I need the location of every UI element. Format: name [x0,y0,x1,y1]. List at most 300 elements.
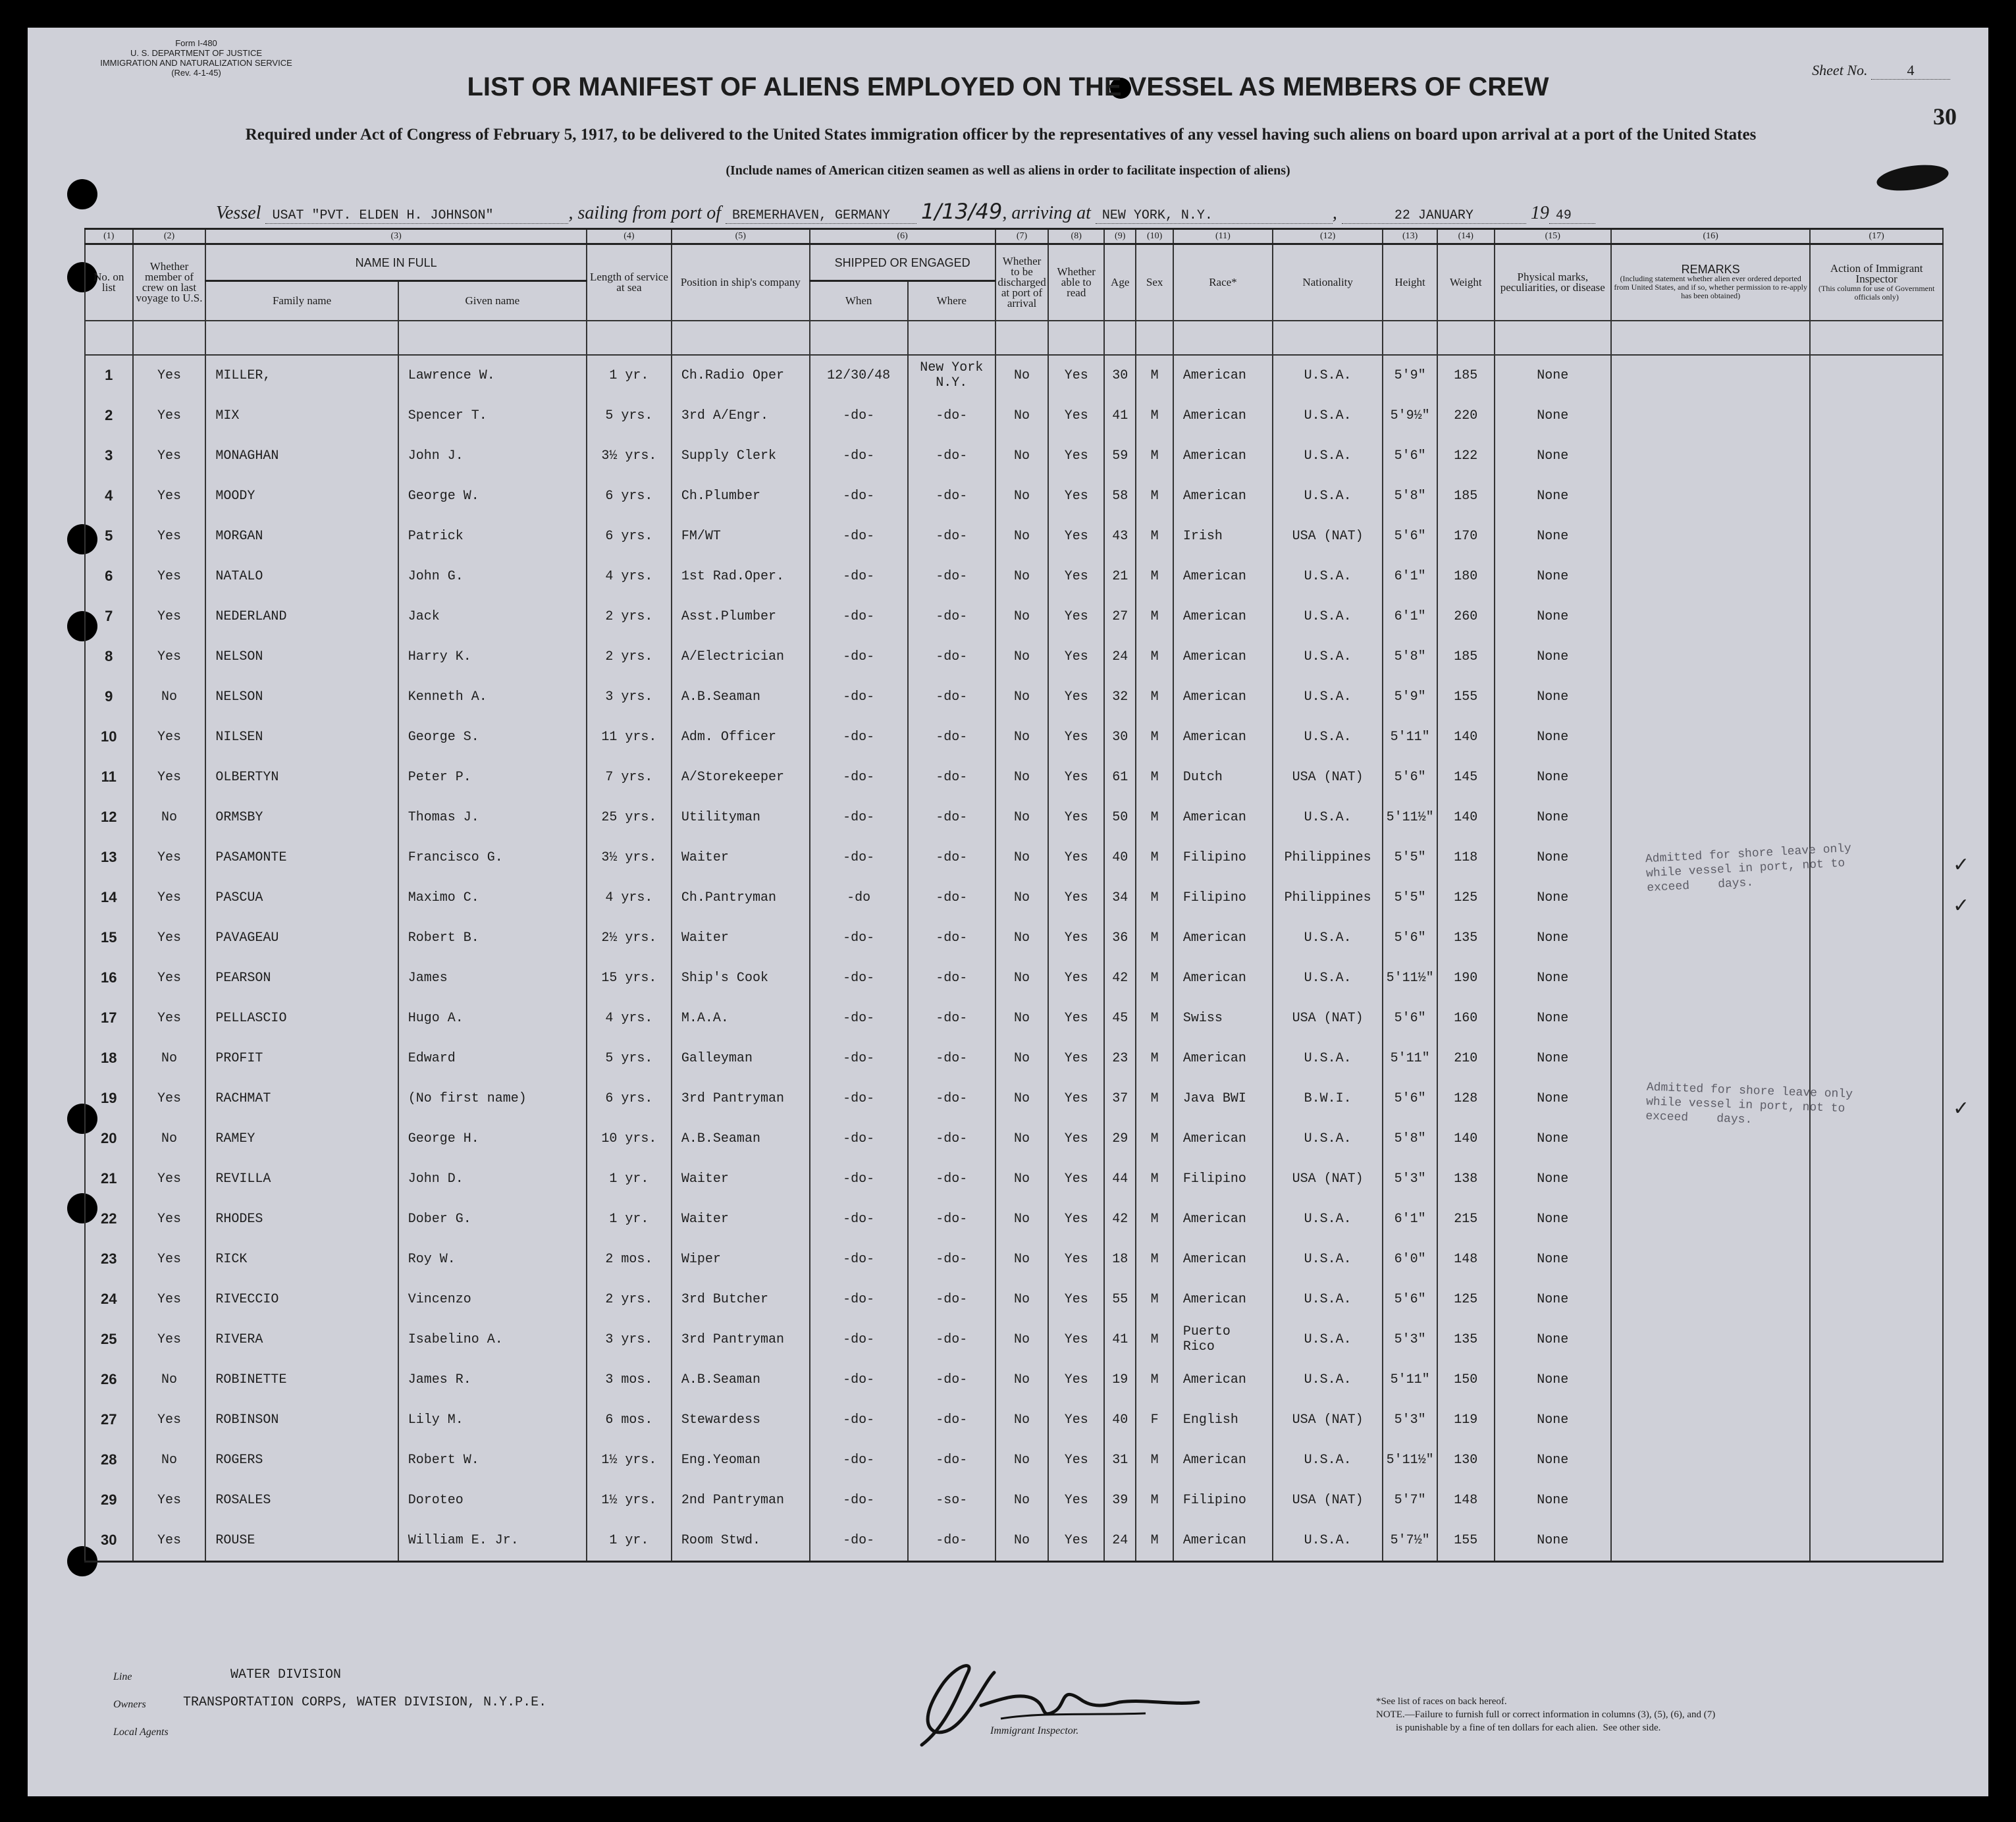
list-number: 16 [85,958,133,998]
able-to-read-cell: Yes [1048,516,1104,556]
remarks-cell [1611,396,1810,436]
table-row [85,797,1943,838]
last-voyage-cell: Yes [133,1320,206,1360]
height-cell: 5'8" [1383,1119,1437,1159]
nationality-cell: USA (NAT) [1273,516,1383,556]
departure-port: BREMERHAVEN, GERMANY [726,208,916,224]
inspector-action-cell [1810,1400,1943,1440]
sex-cell: M [1136,1079,1173,1119]
physical-marks-cell: None [1495,597,1611,637]
remarks-cell [1611,717,1810,757]
shipped-where-cell: -do- [908,1279,995,1320]
able-to-read-cell: Yes [1048,1159,1104,1199]
shipped-when-cell: -do- [810,918,908,958]
list-number: 14 [85,878,133,918]
race-cell: Irish [1173,516,1273,556]
family-name-cell: ROBINSON [205,1400,398,1440]
inspector-action-cell [1810,1480,1943,1520]
list-number: 29 [85,1480,133,1520]
physical-marks-cell: None [1495,1520,1611,1562]
able-to-read-cell: Yes [1048,998,1104,1038]
height-cell: 5'8" [1383,476,1437,516]
shipped-when-cell: -do- [810,1119,908,1159]
inspector-action-cell [1810,717,1943,757]
shipped-where-cell: -do- [908,637,995,677]
race-cell: American [1173,436,1273,476]
page-subtitle: Required under Act of Congress of February 5, 1917, to be delivered to the United States immigration officer by the representatives of any vessel having such aliens on board upon arrival at a port of the United States [245,126,1757,144]
last-voyage-cell: Yes [133,958,206,998]
height-cell: 5'6" [1383,998,1437,1038]
remarks-cell [1611,556,1810,597]
physical-marks-cell: None [1495,677,1611,717]
age-cell: 41 [1104,1320,1136,1360]
header-position: Position in ship's company [672,244,810,321]
height-cell: 5'11" [1383,1038,1437,1079]
list-number: 8 [85,637,133,677]
line-value: WATER DIVISION [230,1667,342,1682]
col-num: (5) [672,229,810,244]
nationality-cell: U.S.A. [1273,396,1383,436]
height-cell: 5'11" [1383,717,1437,757]
instruction-note: (Include names of American citizen seamen as well as aliens in order to facilitate inspection of aliens) [726,163,1290,178]
sex-cell: M [1136,1239,1173,1279]
nationality-cell: USA (NAT) [1273,998,1383,1038]
discharged-cell: No [995,396,1049,436]
weight-cell: 128 [1437,1079,1495,1119]
physical-marks-cell: None [1495,1440,1611,1480]
local-agents-label: Local Agents [113,1727,169,1738]
header-length-service: Length of service at sea [587,244,672,321]
remarks-cell [1611,476,1810,516]
given-name-cell: George S. [398,717,587,757]
position-cell: Stewardess [672,1400,810,1440]
inspector-action-cell [1810,677,1943,717]
able-to-read-cell: Yes [1048,878,1104,918]
shipped-where-cell: -do- [908,436,995,476]
list-number: 1 [85,355,133,396]
table-row [85,637,1943,677]
inspector-action-cell [1810,476,1943,516]
given-name-cell: Patrick [398,516,587,556]
sex-cell: M [1136,637,1173,677]
sex-cell: M [1136,797,1173,838]
race-cell: American [1173,1038,1273,1079]
race-cell: Filipino [1173,1159,1273,1199]
shipped-where-cell: -do- [908,1159,995,1199]
height-cell: 6'0" [1383,1239,1437,1279]
discharged-cell: No [995,797,1049,838]
service: IMMIGRATION AND NATURALIZATION SERVICE [100,58,292,68]
age-cell: 27 [1104,597,1136,637]
list-number: 26 [85,1360,133,1400]
remarks-cell [1611,1400,1810,1440]
list-number: 22 [85,1199,133,1239]
given-name-cell: Hugo A. [398,998,587,1038]
family-name-cell: PELLASCIO [205,998,398,1038]
header-where: Where [908,281,995,321]
last-voyage-cell: Yes [133,1079,206,1119]
age-cell: 34 [1104,878,1136,918]
age-cell: 50 [1104,797,1136,838]
weight-cell: 145 [1437,757,1495,797]
crew-rows [85,321,1943,1562]
able-to-read-cell: Yes [1048,677,1104,717]
inspector-action-cell [1810,1320,1943,1360]
sex-cell: M [1136,396,1173,436]
able-to-read-cell: Yes [1048,597,1104,637]
crew-manifest-table [84,228,1944,1563]
given-name-cell: William E. Jr. [398,1520,587,1562]
weight-cell: 190 [1437,958,1495,998]
table-row [85,1400,1943,1440]
age-cell: 45 [1104,998,1136,1038]
form-number: Form I-480 [175,38,217,48]
service-length-cell: 6 yrs. [587,516,672,556]
weight-cell: 130 [1437,1440,1495,1480]
height-cell: 5'3" [1383,1159,1437,1199]
table-row [85,1159,1943,1199]
sex-cell: M [1136,918,1173,958]
col-num: (7) [995,229,1049,244]
race-cell: Swiss [1173,998,1273,1038]
given-name-cell: Doroteo [398,1480,587,1520]
shipped-when-cell: -do- [810,436,908,476]
shipped-when-cell: -do- [810,1038,908,1079]
shipped-where-cell: -do- [908,1400,995,1440]
able-to-read-cell: Yes [1048,637,1104,677]
service-length-cell: 4 yrs. [587,556,672,597]
inspector-action-cell [1810,797,1943,838]
position-cell: Ch.Pantryman [672,878,810,918]
age-cell: 55 [1104,1279,1136,1320]
age-cell: 42 [1104,1199,1136,1239]
remarks-note: (Including statement whether alien ever ordered deported from United States, and if so, whether permission to re-apply has been obtained) [1614,274,1807,301]
header-shipped-engaged: SHIPPED OR ENGAGED [810,244,995,281]
given-name-cell: James [398,958,587,998]
given-name-cell: Roy W. [398,1239,587,1279]
age-cell: 36 [1104,918,1136,958]
discharged-cell: No [995,1159,1049,1199]
shipped-where-cell: -do- [908,1360,995,1400]
able-to-read-cell: Yes [1048,1239,1104,1279]
family-name-cell: NEDERLAND [205,597,398,637]
able-to-read-cell: Yes [1048,918,1104,958]
physical-marks-cell: None [1495,1159,1611,1199]
shipped-when-cell: -do- [810,516,908,556]
remarks-cell [1611,1440,1810,1480]
sex-cell: M [1136,998,1173,1038]
shipped-when-cell: -do- [810,958,908,998]
inspector-action-cell [1810,355,1943,396]
sex-cell: M [1136,1360,1173,1400]
last-voyage-cell: Yes [133,998,206,1038]
race-cell: Filipino [1173,1480,1273,1520]
age-cell: 58 [1104,476,1136,516]
table-row [85,436,1943,476]
shipped-when-cell: -do- [810,1199,908,1239]
col-num: (14) [1437,229,1495,244]
last-voyage-cell: Yes [133,516,206,556]
list-number: 3 [85,436,133,476]
sex-cell: M [1136,436,1173,476]
position-cell: Ch.Radio Oper [672,355,810,396]
race-cell: American [1173,797,1273,838]
col-num: (3) [205,229,587,244]
nationality-cell: U.S.A. [1273,637,1383,677]
position-cell: 3rd A/Engr. [672,396,810,436]
physical-marks-cell: None [1495,436,1611,476]
position-cell: 3rd Pantryman [672,1320,810,1360]
inspector-title: Action of Immigrant Inspector [1830,261,1923,285]
list-number: 12 [85,797,133,838]
family-name-cell: PASAMONTE [205,838,398,878]
table-row [85,958,1943,998]
nationality-cell: U.S.A. [1273,958,1383,998]
sex-cell: M [1136,597,1173,637]
physical-marks-cell: None [1495,1480,1611,1520]
last-voyage-cell: Yes [133,878,206,918]
race-cell: Dutch [1173,757,1273,797]
page-number: 30 [1933,103,1957,130]
table-row [85,677,1943,717]
sex-cell: F [1136,1400,1173,1440]
inspector-action-cell [1810,757,1943,797]
sex-cell: M [1136,476,1173,516]
family-name-cell: NELSON [205,677,398,717]
physical-marks-cell: None [1495,998,1611,1038]
service-length-cell: 3½ yrs. [587,838,672,878]
weight-cell: 140 [1437,717,1495,757]
race-cell: American [1173,1440,1273,1480]
age-cell: 39 [1104,1480,1136,1520]
given-name-cell: Robert W. [398,1440,587,1480]
age-cell: 59 [1104,436,1136,476]
weight-cell: 148 [1437,1480,1495,1520]
sex-cell: M [1136,838,1173,878]
table-row [85,1440,1943,1480]
inspector-action-cell [1810,396,1943,436]
service-length-cell: 5 yrs. [587,396,672,436]
check-mark-icon: ✓ [1953,1097,1970,1120]
nationality-cell: U.S.A. [1273,677,1383,717]
header-height: Height [1383,244,1437,321]
sex-cell: M [1136,1279,1173,1320]
shipped-where-cell: -do- [908,1038,995,1079]
able-to-read-cell: Yes [1048,355,1104,396]
race-cell: American [1173,556,1273,597]
able-to-read-cell: Yes [1048,797,1104,838]
family-name-cell: MORGAN [205,516,398,556]
family-name-cell: RACHMAT [205,1079,398,1119]
position-cell: Asst.Plumber [672,597,810,637]
list-number: 17 [85,998,133,1038]
discharged-cell: No [995,1119,1049,1159]
given-name-cell: George W. [398,476,587,516]
form-header [78,38,315,78]
weight-cell: 170 [1437,516,1495,556]
col-num: (8) [1048,229,1104,244]
shipped-when-cell: -do- [810,1159,908,1199]
height-cell: 5'6" [1383,757,1437,797]
service-length-cell: 5 yrs. [587,1038,672,1079]
last-voyage-cell: Yes [133,1199,206,1239]
age-cell: 40 [1104,838,1136,878]
list-number: 27 [85,1400,133,1440]
sex-cell: M [1136,1440,1173,1480]
able-to-read-cell: Yes [1048,476,1104,516]
weight-cell: 135 [1437,918,1495,958]
position-cell: Waiter [672,918,810,958]
remarks-cell [1611,677,1810,717]
race-cell: American [1173,355,1273,396]
shipped-where-cell: -do- [908,838,995,878]
family-name-cell: RIVECCIO [205,1279,398,1320]
weight-cell: 185 [1437,355,1495,396]
header-remarks [1611,244,1810,321]
service-length-cell: 4 yrs. [587,998,672,1038]
family-name-cell: ORMSBY [205,797,398,838]
shipped-when-cell: -do- [810,396,908,436]
service-length-cell: 3 yrs. [587,677,672,717]
service-length-cell: 6 yrs. [587,476,672,516]
given-name-cell: Vincenzo [398,1279,587,1320]
inspector-action-cell [1810,637,1943,677]
table-row [85,998,1943,1038]
header-last-voyage: Whether member of crew on last voyage to U.S. [133,244,206,321]
age-cell: 24 [1104,637,1136,677]
height-cell: 5'7½" [1383,1520,1437,1562]
physical-marks-cell: None [1495,1038,1611,1079]
race-cell: American [1173,476,1273,516]
family-name-cell: PASCUA [205,878,398,918]
punch-hole [67,179,97,209]
height-cell: 6'1" [1383,1199,1437,1239]
column-header-row [85,244,1943,281]
family-name-cell: PEARSON [205,958,398,998]
sheet-value: 4 [1871,62,1950,80]
shipped-where-cell: -do- [908,878,995,918]
nationality-cell: U.S.A. [1273,556,1383,597]
owners-value: TRANSPORTATION CORPS, WATER DIVISION, N.Y.P.E. [183,1695,547,1710]
list-number: 10 [85,717,133,757]
physical-marks-cell: None [1495,476,1611,516]
list-number: 18 [85,1038,133,1079]
shipped-where-cell: -do- [908,1320,995,1360]
position-cell: FM/WT [672,516,810,556]
header-name-in-full: NAME IN FULL [205,244,587,281]
col-num: (12) [1273,229,1383,244]
nationality-cell: U.S.A. [1273,1038,1383,1079]
weight-cell: 210 [1437,1038,1495,1079]
weight-cell: 160 [1437,998,1495,1038]
shipped-where-cell: -do- [908,757,995,797]
height-cell: 6'1" [1383,597,1437,637]
remarks-cell [1611,1480,1810,1520]
list-number: 7 [85,597,133,637]
last-voyage-cell: Yes [133,1159,206,1199]
nationality-cell: Philippines [1273,878,1383,918]
remarks-cell [1611,1320,1810,1360]
position-cell: M.A.A. [672,998,810,1038]
height-cell: 6'1" [1383,556,1437,597]
table-row [85,1199,1943,1239]
discharged-cell: No [995,516,1049,556]
position-cell: Ship's Cook [672,958,810,998]
table-row [85,476,1943,516]
discharged-cell: No [995,637,1049,677]
family-name-cell: RIVERA [205,1320,398,1360]
shipped-where-cell: -do- [908,1440,995,1480]
shipped-where-cell: -do- [908,1079,995,1119]
discharged-cell: No [995,1279,1049,1320]
service-length-cell: 10 yrs. [587,1119,672,1159]
weight-cell: 125 [1437,1279,1495,1320]
able-to-read-cell: Yes [1048,1520,1104,1562]
col-num: (10) [1136,229,1173,244]
nationality-cell: U.S.A. [1273,717,1383,757]
given-name-cell: Harry K. [398,637,587,677]
height-cell: 5'6" [1383,516,1437,556]
physical-marks-cell: None [1495,1320,1611,1360]
last-voyage-cell: Yes [133,838,206,878]
remarks-cell [1611,797,1810,838]
last-voyage-cell: No [133,677,206,717]
list-number: 5 [85,516,133,556]
height-cell: 5'11½" [1383,958,1437,998]
shipped-when-cell: -do- [810,556,908,597]
last-voyage-cell: Yes [133,476,206,516]
shipped-where-cell: -do- [908,677,995,717]
given-name-cell: Lily M. [398,1400,587,1440]
list-number: 30 [85,1520,133,1562]
list-number: 19 [85,1079,133,1119]
physical-marks-cell: None [1495,918,1611,958]
height-cell: 5'6" [1383,436,1437,476]
list-number: 4 [85,476,133,516]
race-cell: English [1173,1400,1273,1440]
position-cell: Eng.Yeoman [672,1440,810,1480]
physical-marks-cell: None [1495,637,1611,677]
shipped-when-cell: -do- [810,1239,908,1279]
arrival-port: NEW YORK, N.Y. [1096,208,1333,224]
list-number: 21 [85,1159,133,1199]
given-name-cell: John J. [398,436,587,476]
able-to-read-cell: Yes [1048,1320,1104,1360]
able-to-read-cell: Yes [1048,396,1104,436]
table-row [85,516,1943,556]
able-to-read-cell: Yes [1048,838,1104,878]
inspector-action-cell [1810,1440,1943,1480]
race-cell: American [1173,958,1273,998]
inspector-action-cell [1810,1239,1943,1279]
shipped-when-cell: -do- [810,998,908,1038]
discharged-cell: No [995,1360,1049,1400]
height-cell: 5'3" [1383,1400,1437,1440]
physical-marks-cell: None [1495,355,1611,396]
position-cell: A.B.Seaman [672,677,810,717]
nationality-cell: U.S.A. [1273,436,1383,476]
race-cell: American [1173,637,1273,677]
department: U. S. DEPARTMENT OF JUSTICE [130,48,263,58]
races-note: *See list of races on back hereof. [1376,1696,1507,1707]
given-name-cell: George H. [398,1119,587,1159]
given-name-cell: Jack [398,597,587,637]
race-cell: Filipino [1173,838,1273,878]
age-cell: 18 [1104,1239,1136,1279]
discharged-cell: No [995,556,1049,597]
sex-cell: M [1136,958,1173,998]
family-name-cell: RICK [205,1239,398,1279]
